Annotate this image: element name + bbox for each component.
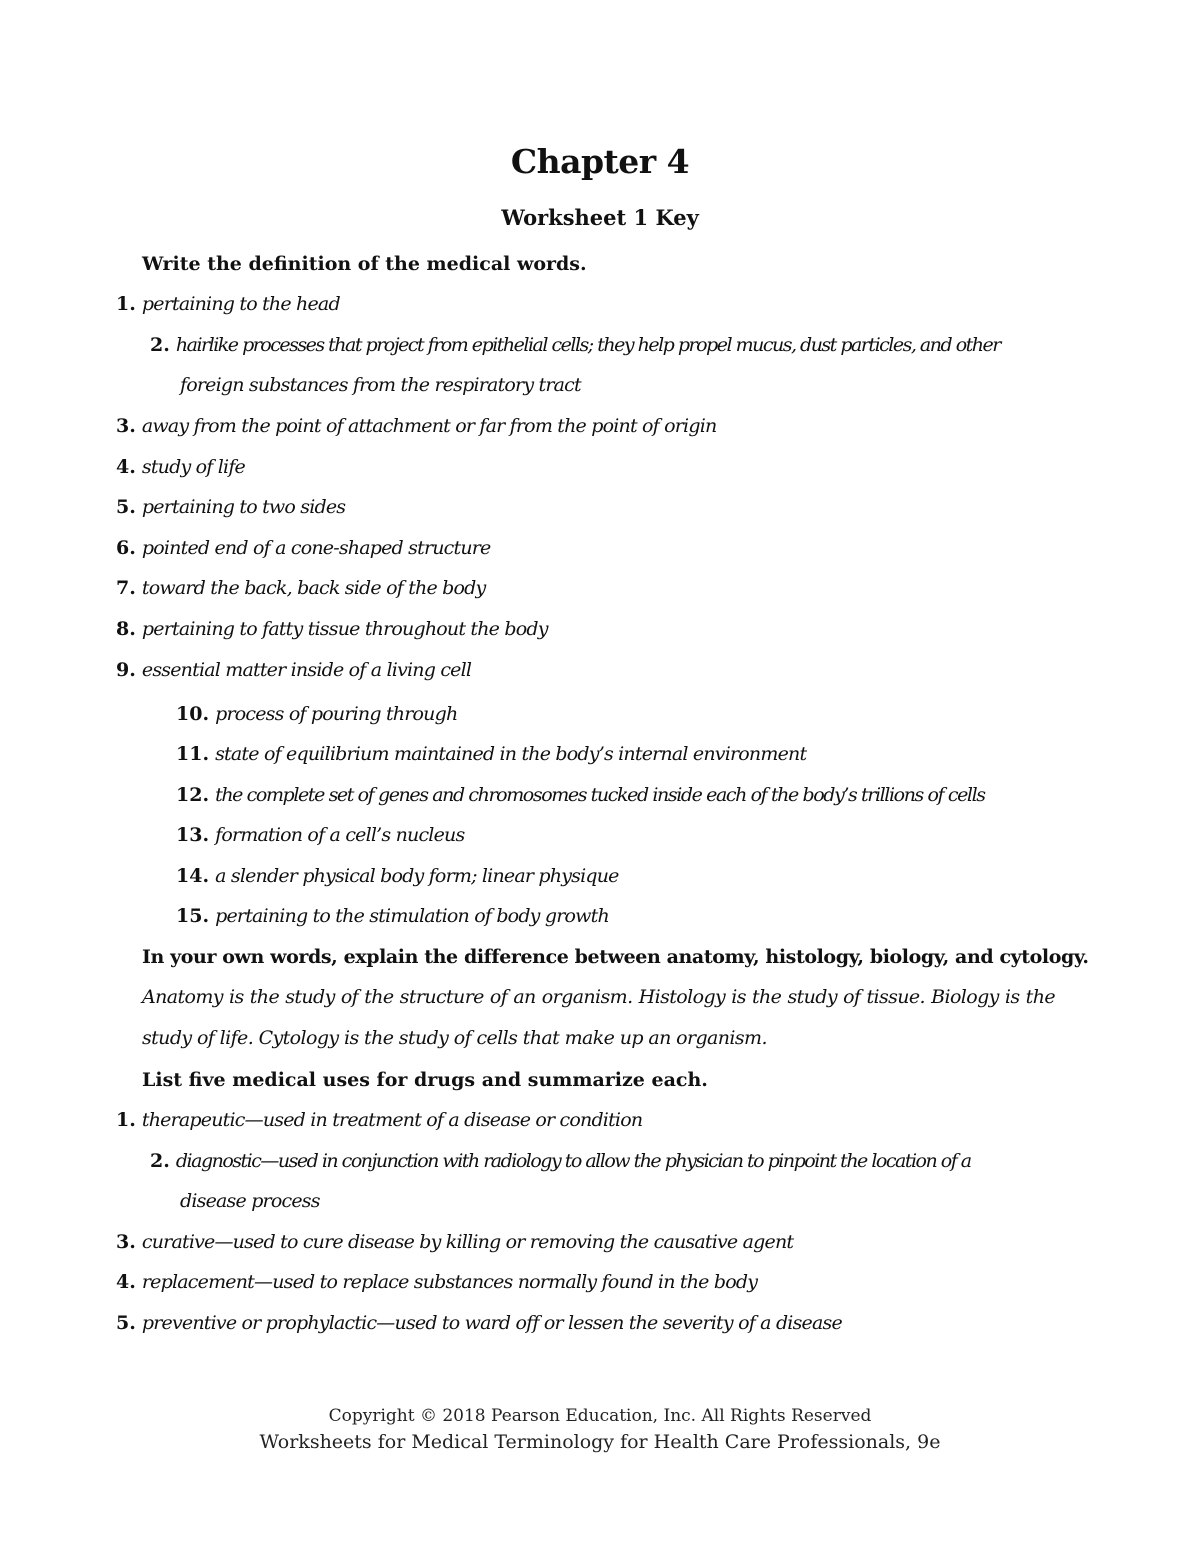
list-item xyxy=(116,1231,793,1253)
item-answer: hairlike processes that project from epithelial cells; they help propel mucus, dust particles, and other xyxy=(175,334,1000,356)
item-number: 1. xyxy=(116,293,136,315)
item-answer: away from the point of attachment or far from the point of origin xyxy=(141,415,717,437)
item-answer: pertaining to the head xyxy=(141,293,340,315)
item-number: 1. xyxy=(116,1109,136,1131)
list-item xyxy=(176,865,619,887)
list-item xyxy=(176,784,985,806)
list-item xyxy=(116,456,245,478)
item-number: 2. xyxy=(150,334,170,356)
item-answer: curative—used to cure disease by killing or removing the causative agent xyxy=(141,1231,794,1253)
item-answer: pertaining to two sides xyxy=(141,496,346,518)
item-number: 6. xyxy=(116,537,136,559)
item-number: 7. xyxy=(116,577,136,599)
item-answer: diagnostic—used in conjunction with radiology to allow the physician to pinpoint the location of a xyxy=(175,1150,971,1172)
item-answer: therapeutic—used in treatment of a disease or condition xyxy=(141,1109,643,1131)
item-answer-continuation: foreign substances from the respiratory tract xyxy=(180,374,581,396)
footer-copyright: Copyright © 2018 Pearson Education, Inc. All Rights Reserved xyxy=(328,1406,872,1426)
item-answer: preventive or prophylactic—used to ward off or lessen the severity of a disease xyxy=(141,1312,842,1334)
item-answer: study of life xyxy=(141,456,245,478)
item-number: 13. xyxy=(176,824,210,846)
list-item xyxy=(150,334,1000,356)
item-number: 12. xyxy=(176,784,210,806)
item-answer: the complete set of genes and chromosomes tucked inside each of the body’s trillions of cells xyxy=(215,784,985,806)
chapter-title: Chapter 4 xyxy=(510,142,690,181)
list-item xyxy=(116,1271,757,1293)
list-item xyxy=(116,577,485,599)
list-item xyxy=(116,1109,642,1131)
section3-prompt: List five medical uses for drugs and summarize each. xyxy=(142,1069,708,1091)
item-number: 4. xyxy=(116,1271,136,1293)
list-item xyxy=(116,1312,842,1334)
item-answer: essential matter inside of a living cell xyxy=(141,659,472,681)
worksheet-subtitle: Worksheet 1 Key xyxy=(501,205,699,230)
list-item xyxy=(116,537,491,559)
item-number: 4. xyxy=(116,456,136,478)
item-answer: pertaining to fatty tissue throughout the body xyxy=(141,618,548,640)
list-item xyxy=(176,905,609,927)
section2-answer: Anatomy is the study of the structure of an organism. Histology is the study of tissue. Biology is the study of life. Cytology is the study of cells that make up an organism. xyxy=(142,986,1055,1049)
item-number: 2. xyxy=(150,1150,170,1172)
list-item xyxy=(176,824,464,846)
item-number: 8. xyxy=(116,618,136,640)
item-number: 3. xyxy=(116,1231,136,1253)
item-number: 14. xyxy=(176,865,210,887)
list-item xyxy=(176,743,806,765)
list-item xyxy=(116,293,340,315)
list-item xyxy=(116,618,548,640)
list-item xyxy=(116,415,716,437)
item-number: 5. xyxy=(116,1312,136,1334)
item-answer: process of pouring through xyxy=(215,703,458,725)
item-number: 9. xyxy=(116,659,136,681)
item-number: 5. xyxy=(116,496,136,518)
list-item xyxy=(150,1150,971,1172)
item-answer: a slender physical body form; linear physique xyxy=(215,865,619,887)
item-answer: pointed end of a cone-shaped structure xyxy=(141,537,491,559)
list-item xyxy=(116,659,471,681)
list-item xyxy=(116,496,345,518)
footer-book-title: Worksheets for Medical Terminology for Health Care Professionals, 9e xyxy=(259,1431,941,1453)
item-answer: pertaining to the stimulation of body growth xyxy=(215,905,609,927)
item-number: 10. xyxy=(176,703,210,725)
item-number: 3. xyxy=(116,415,136,437)
item-answer-continuation: disease process xyxy=(180,1190,320,1212)
section2-prompt: In your own words, explain the difference between anatomy, histology, biology, and cytology. xyxy=(142,946,1089,968)
list-item xyxy=(176,703,457,725)
section1-prompt: Write the definition of the medical words. xyxy=(142,253,587,275)
item-answer: replacement—used to replace substances normally found in the body xyxy=(141,1271,758,1293)
item-number: 15. xyxy=(176,905,210,927)
item-answer: state of equilibrium maintained in the body’s internal environment xyxy=(215,743,807,765)
item-answer: formation of a cell’s nucleus xyxy=(215,824,465,846)
item-number: 11. xyxy=(176,743,210,765)
item-answer: toward the back, back side of the body xyxy=(141,577,486,599)
